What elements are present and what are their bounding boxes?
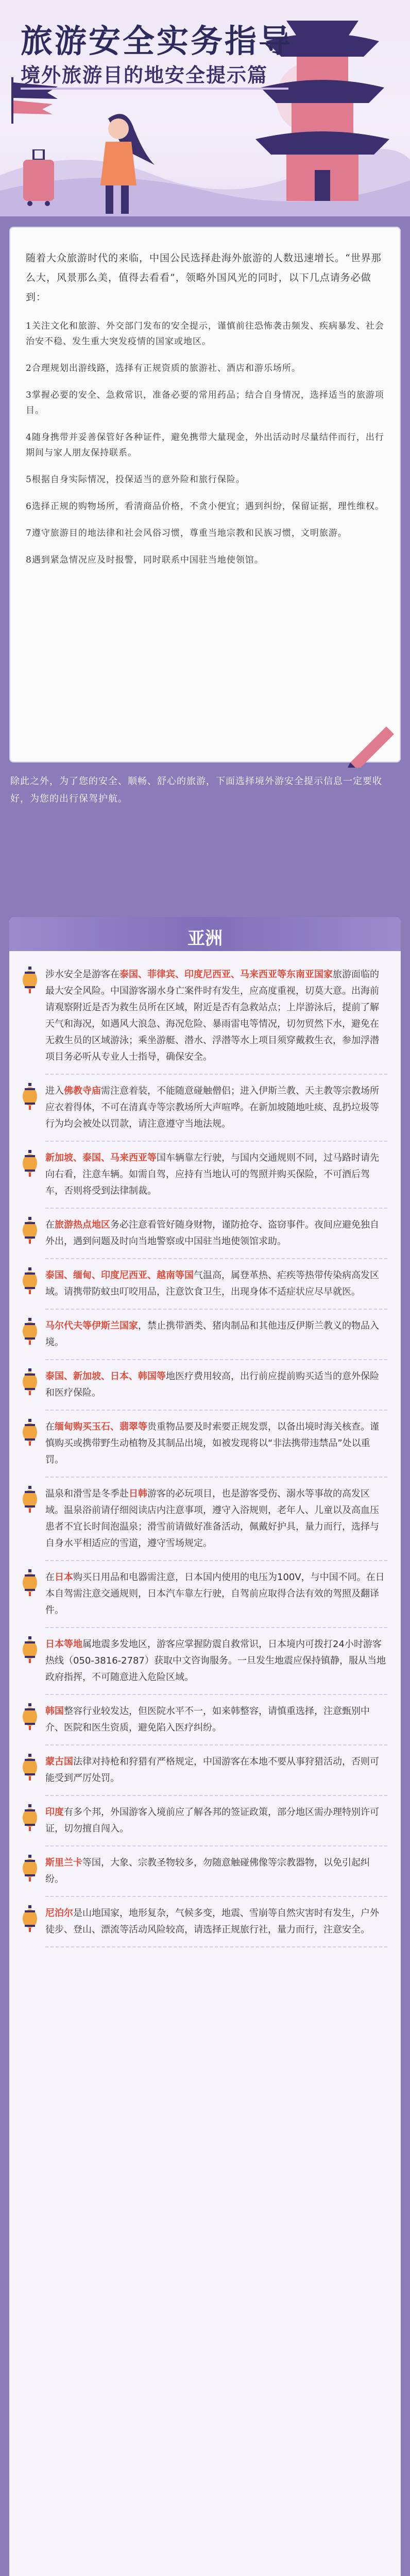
entry-text: 印度有多个邦，外国游客入境前应了解各邦的签证政策，部分地区需办理特别许可证，切勿擅自闯入。 bbox=[45, 1807, 379, 1834]
region-label: 亚洲 bbox=[187, 928, 223, 949]
lantern-icon bbox=[20, 1217, 45, 1250]
lantern-icon bbox=[20, 1083, 45, 1132]
intro-item: 6选择正规的购物场所，看清商品价格，不贪小便宜；遇到纠纷，保留证据，理性维权。 bbox=[26, 501, 384, 512]
list-item bbox=[9, 1365, 401, 1404]
pencil-icon bbox=[345, 721, 402, 768]
list-item bbox=[9, 1315, 401, 1354]
intro-item: 1关注文化和旅游、外交部门发布的安全提示，谨慎前往恐怖袭击频发、疾病暴发、社会治安不稳、发生重大突发疫情的国家或地区。 bbox=[26, 321, 384, 347]
highlight-phrase: 日本等地 bbox=[45, 1639, 82, 1650]
lantern-icon bbox=[20, 1855, 45, 1888]
entry-text: 在日本购买日用品和电器需注意，日本国内使用的电压为100V，与中国不同。在日本自驾需注意交通规则，日本汽车靠左行驶，自驾前应取得合法有效的驾照及翻译件。 bbox=[45, 1572, 385, 1616]
list-item bbox=[9, 1633, 401, 1689]
lantern-icon bbox=[20, 1754, 45, 1787]
lantern-icon bbox=[20, 1368, 45, 1401]
entry-text: 蒙古国法律对持枪和狩猎有严格规定，中国游客在本地不要从事狩猎活动，否则可能受到严厉处罚。 bbox=[45, 1756, 379, 1784]
entry-divider bbox=[45, 1477, 387, 1478]
list-item bbox=[9, 1700, 401, 1739]
list-item bbox=[9, 1751, 401, 1790]
entry-divider bbox=[45, 1896, 387, 1897]
entry-text: 马尔代夫等伊斯兰国家，禁止携带酒类、猪肉制品和其他违反伊斯兰教义的物品入境。 bbox=[45, 1320, 379, 1348]
entry-divider bbox=[45, 1309, 387, 1310]
entry-text: 韩国整容行业较发达，但医院水平不一，如来韩整容，请慎重选择，注意甄别中介、医院和医生资质，避免陷入医疗纠纷。 bbox=[45, 1706, 370, 1733]
entry-divider bbox=[45, 1141, 387, 1142]
entry-list bbox=[9, 963, 401, 1953]
entry-text: 新加坡、泰国、马来西亚等国车辆靠左行驶，与国内交通规则不同，过马路时请先向右看，注意车辆。如需自驾，应持有当地认可的驾照并购买保险，不可酒后驾车，否则将受到法律制裁。 bbox=[45, 1153, 379, 1196]
page-subtitle: 境外旅游目的地安全提示篇 bbox=[21, 64, 268, 87]
closing-paragraph: 除此之外，为了您的安全、顺畅、舒心的旅游，下面选择境外游安全提示信息一定要收好，为您的出行保驾护航。 bbox=[10, 776, 382, 804]
list-item bbox=[9, 1801, 401, 1840]
lantern-icon bbox=[20, 1636, 45, 1686]
lantern-icon bbox=[20, 1318, 45, 1351]
subtitle-underline bbox=[21, 88, 288, 90]
highlight-phrase: 佛教寺庙 bbox=[64, 1086, 101, 1096]
intro-card bbox=[9, 227, 401, 762]
highlight-phrase: 泰国、缅甸、印度尼西亚、越南等国 bbox=[45, 1270, 194, 1281]
lantern-icon bbox=[20, 1804, 45, 1837]
entry-divider bbox=[45, 1627, 387, 1628]
list-item bbox=[9, 1264, 401, 1303]
lantern-icon bbox=[20, 1267, 45, 1300]
entry-divider bbox=[45, 1258, 387, 1259]
entry-text: 泰国、缅甸、印度尼西亚、越南等国气温高，属登革热、疟疾等热带传染病高发区域。请携带防蚊虫叮咬用品，注意饮食卫生，出现身体不适症状应尽早就医。 bbox=[45, 1270, 379, 1297]
list-item bbox=[9, 1416, 401, 1471]
intro-item: 4随身携带并妥善保管好各种证件，避免携带大量现金，外出活动时尽量结伴而行，出行期间与家人朋友保持联系。 bbox=[26, 432, 384, 458]
highlight-phrase: 尼泊尔 bbox=[45, 1908, 73, 1919]
highlight-phrase: 蒙古国 bbox=[45, 1756, 73, 1767]
lantern-icon bbox=[20, 967, 45, 1065]
list-item bbox=[9, 1566, 401, 1622]
highlight-phrase: 斯里兰卡 bbox=[45, 1857, 82, 1868]
list-item bbox=[9, 1080, 401, 1136]
closing-text bbox=[10, 773, 400, 902]
highlight-phrase: 旅游热点地区 bbox=[55, 1219, 110, 1230]
entry-text: 斯里兰卡等国，大象、宗教圣物较多，勿随意触碰佛像等宗教器物，以免引起纠纷。 bbox=[45, 1857, 370, 1885]
list-item bbox=[9, 1214, 401, 1253]
entry-divider bbox=[45, 1795, 387, 1796]
entry-divider bbox=[45, 1560, 387, 1561]
entry-text: 日本等地属地震多发地区，游客应掌握防震自救常识，日本境内可拨打24小时游客热线（050-3816-2787）获取中文咨询服务。一旦发生地震应保持镇静，服从当地政府指挥，不可随意进入危险区域。 bbox=[45, 1639, 386, 1683]
entry-divider bbox=[45, 1845, 387, 1846]
asia-section bbox=[9, 917, 401, 2576]
intro-lead: 随着大众旅游时代的来临，中国公民选择赴海外旅游的人数迅速增长。“世界那么大，风景那么美，值得去看看”，领略外国风光的同时，以下几点请务必做到： bbox=[26, 252, 382, 303]
entry-divider bbox=[45, 1359, 387, 1360]
entry-text: 温泉和滑雪是冬季赴日韩游客的必玩项目，也是游客受伤、溺水等事故的高发区域。温泉浴前请仔细阅读店内注意事项，遵守入浴规则，老年人、儿童以及高血压患者不宜长时间泡温泉；滑雪前请做好准备活动，佩戴好护具，量力而行，选择与自身水平相适应的雪道，遵守雪场规定。 bbox=[45, 1488, 379, 1549]
list-item bbox=[9, 1147, 401, 1202]
highlight-phrase: 日韩 bbox=[129, 1488, 147, 1499]
highlight-phrase: 泰国、新加坡、日本、韩国等 bbox=[45, 1371, 166, 1382]
entry-text: 在旅游热点地区务必注意看管好随身财物，谨防抢夺、盗窃事件。夜间应避免独自外出，遇到问题及时向当地警察或中国驻当地使领馆求助。 bbox=[45, 1219, 379, 1247]
highlight-phrase: 泰国、菲律宾、印度尼西亚、马来西亚等东南亚国家 bbox=[119, 969, 333, 980]
entry-text: 涉水安全是游客在泰国、菲律宾、印度尼西亚、马来西亚等东南亚国家旅游面临的最大安全风险。中国游客溺水身亡案件时有发生，应高度重视，切莫大意。出海前请观察附近是否为救生员所在区域，附近是否有急救站点；上岸游泳后，提前了解天气和海况，如遇风大浪急、海况危险、暴雨雷电等情况，切勿贸然下水，避免在无救生员的区域游泳；乘坐游艇、潜水、浮潜等水上项目须穿戴救生衣，参加浮潜项目务必听从专业人士指导，确保安全。 bbox=[45, 969, 379, 1062]
entry-divider bbox=[45, 1946, 387, 1947]
lantern-icon bbox=[20, 1703, 45, 1736]
list-item bbox=[9, 1483, 401, 1555]
page-title: 旅游安全实务指导 bbox=[21, 22, 293, 60]
intro-item: 2合理规划出游线路，选择有正规资质的旅游社、酒店和游乐场所。 bbox=[26, 363, 301, 374]
entry-text: 尼泊尔是山地国家，地形复杂，气候多变，地震、雪崩等自然灾害时有发生，户外徒步、登山、漂流等活动风险较高，请选择正规旅行社，量力而行，注意安全。 bbox=[45, 1908, 379, 1935]
header-banner bbox=[0, 0, 410, 216]
highlight-phrase: 日本 bbox=[55, 1572, 73, 1583]
entry-text: 在缅甸购买玉石、翡翠等贵重物品要及时索要正规发票，以备出境时海关核查。谨慎购买或携带野生动植物及其制品出境，如被发现将以“非法携带违禁品”处以重罚。 bbox=[45, 1421, 379, 1465]
entry-text: 泰国、新加坡、日本、韩国等地医疗费用较高，出行前应提前购买适当的意外保险和医疗保险。 bbox=[45, 1371, 379, 1398]
list-item bbox=[9, 1902, 401, 1941]
intro-item: 3掌握必要的安全、急救常识，准备必要的常用药品；结合自身情况，选择适当的旅游项目。 bbox=[26, 390, 384, 416]
entry-divider bbox=[45, 1694, 387, 1695]
list-item bbox=[9, 963, 401, 1069]
entry-divider bbox=[45, 1208, 387, 1209]
traveler-illustration bbox=[77, 108, 155, 216]
highlight-phrase: 新加坡、泰国、马来西亚等 bbox=[45, 1153, 157, 1163]
lantern-icon bbox=[20, 1150, 45, 1199]
lantern-icon bbox=[20, 1905, 45, 1938]
suitcase-illustration bbox=[21, 149, 57, 206]
lantern-icon bbox=[20, 1419, 45, 1468]
intro-item: 7遵守旅游目的地法律和社会风俗习惯，尊重当地宗教和民族习惯，文明旅游。 bbox=[26, 528, 347, 538]
intro-item: 8遇到紧急情况应及时报警，同时联系中国驻当地使领馆。 bbox=[26, 555, 264, 565]
highlight-phrase: 马尔代夫等伊斯兰国家 bbox=[45, 1320, 138, 1331]
entry-divider bbox=[45, 1074, 387, 1075]
highlight-phrase: 缅甸购买玉石、翡翠等 bbox=[55, 1421, 147, 1432]
highlight-phrase: 韩国 bbox=[45, 1706, 64, 1717]
list-item bbox=[9, 1852, 401, 1891]
entry-divider bbox=[45, 1410, 387, 1411]
lantern-icon bbox=[20, 1569, 45, 1619]
entry-text: 进入佛教寺庙需注意着装，不能随意碰触僧侣；进入伊斯兰教、天主教等宗教场所应衣着得体，不可在清真寺等宗教场所大声喧哗。在新加坡随地吐痰、乱扔垃圾等行为均会被处以罚款，请注意遵守当地法规。 bbox=[45, 1086, 379, 1129]
entry-divider bbox=[45, 1744, 387, 1745]
lantern-icon bbox=[20, 1486, 45, 1552]
highlight-phrase: 印度 bbox=[45, 1807, 64, 1818]
intro-item: 5根据自身实际情况，投保适当的意外险和旅行保险。 bbox=[26, 474, 245, 485]
region-header bbox=[9, 917, 401, 951]
